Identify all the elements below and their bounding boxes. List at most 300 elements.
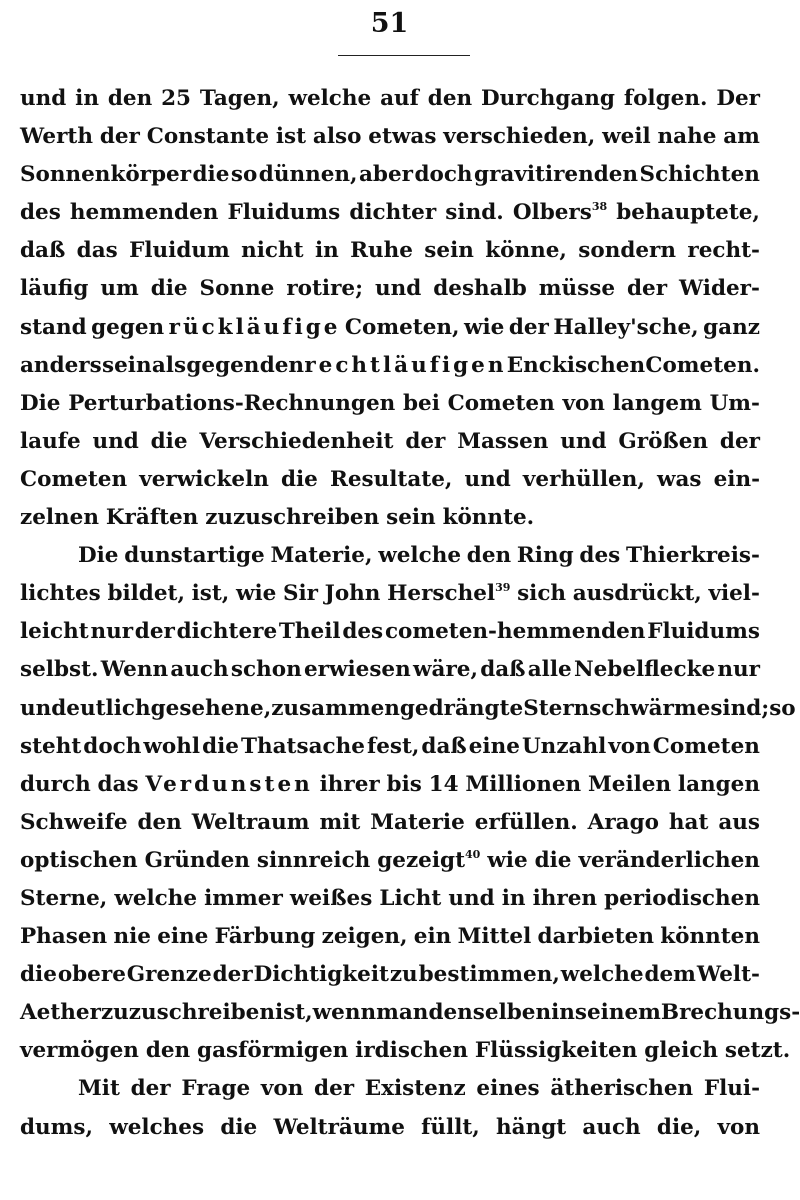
word	[465, 772, 581, 797]
word	[147, 124, 269, 149]
word	[710, 696, 769, 721]
word-text: wie	[235, 581, 277, 607]
word-text: von	[260, 1076, 304, 1102]
word	[624, 86, 708, 111]
word-text: bis	[386, 771, 422, 797]
word-text: ein-	[713, 466, 760, 492]
word	[710, 391, 760, 416]
word	[345, 315, 460, 340]
word-text: des	[20, 200, 61, 226]
word-text: und	[448, 885, 495, 911]
word	[523, 696, 710, 721]
word-text: und	[560, 428, 607, 454]
text-line	[20, 962, 760, 1000]
word-text: behauptete,	[616, 200, 760, 226]
word-text: gegen	[91, 314, 165, 340]
word	[640, 162, 760, 187]
word	[109, 1115, 204, 1140]
word	[658, 124, 717, 149]
word-text: die	[150, 276, 188, 302]
word	[588, 810, 659, 835]
word-text: eine	[468, 733, 520, 759]
word-text: Cometen	[20, 466, 128, 492]
word-text: nur	[717, 657, 760, 683]
word	[169, 315, 341, 340]
word-text: Theil	[278, 619, 341, 645]
text-line	[20, 124, 760, 162]
word	[718, 810, 760, 835]
word-text: Olbers	[512, 200, 592, 226]
word	[279, 619, 341, 644]
word-text: darbieten	[537, 924, 654, 950]
word-text: der	[508, 314, 549, 340]
word-text: Millionen	[465, 771, 582, 797]
word	[428, 1000, 551, 1025]
word-text: den	[137, 809, 182, 835]
word	[365, 1076, 466, 1101]
text-line	[20, 581, 760, 619]
word-text: Materie	[370, 809, 465, 835]
word	[259, 162, 358, 187]
word-text: Dichtigkeit	[253, 962, 389, 988]
word	[135, 619, 175, 644]
word	[20, 429, 81, 454]
word	[480, 657, 525, 682]
word	[127, 962, 212, 987]
word-text: Halley'sche,	[553, 314, 699, 340]
word	[627, 276, 667, 301]
word	[429, 772, 459, 797]
word	[349, 200, 436, 225]
word-text: setzt.	[724, 1038, 791, 1064]
word-text: Cometen,	[344, 314, 460, 340]
word	[509, 315, 549, 340]
word-text: erfüllen.	[474, 809, 578, 835]
word-text: füllt,	[421, 1114, 480, 1140]
word	[83, 734, 141, 759]
word	[319, 810, 360, 835]
word	[20, 886, 107, 911]
word	[720, 429, 760, 454]
word-text: sind.	[445, 200, 504, 226]
word	[618, 429, 708, 454]
word-text: ganz	[703, 314, 760, 340]
header-rule	[338, 55, 470, 56]
word	[20, 1000, 101, 1025]
text-line	[20, 810, 760, 848]
word-text: die	[534, 847, 572, 873]
word-text: vermögen	[20, 1038, 139, 1064]
word	[604, 886, 760, 911]
word	[200, 276, 275, 301]
footnote-reference: 38	[591, 200, 608, 214]
word	[378, 543, 461, 568]
text-line	[20, 86, 760, 124]
word	[192, 810, 310, 835]
word-text: rechtläufigen	[304, 352, 507, 378]
word	[350, 238, 413, 263]
word	[433, 276, 527, 301]
word	[20, 1115, 93, 1140]
word-text: verwickeln	[139, 466, 269, 492]
body-text	[20, 86, 800, 1153]
word-text: Massen	[457, 428, 549, 454]
word-text: optischen	[20, 847, 138, 873]
text-line	[20, 1000, 800, 1038]
word-text: weißes	[289, 885, 373, 911]
word-text: Aether	[20, 1000, 101, 1026]
word	[458, 924, 532, 949]
word-text: doch	[414, 162, 473, 188]
word-text: Cometen	[447, 390, 555, 416]
word-text: weil	[602, 124, 651, 150]
word-text: hemmenden	[69, 200, 219, 226]
word-text: zuzuschreiben	[100, 1000, 275, 1026]
word-text: gasförmigen	[197, 1038, 349, 1064]
word	[91, 315, 164, 340]
text-line	[20, 1076, 760, 1114]
word	[657, 467, 702, 492]
word-text: periodischen	[604, 885, 760, 911]
word	[485, 238, 567, 263]
word	[562, 391, 604, 416]
word-text: das	[97, 771, 139, 797]
text-line	[20, 315, 760, 353]
word	[58, 962, 126, 987]
word-text: Welträume	[273, 1114, 405, 1140]
word-text: Frage	[181, 1076, 251, 1102]
word	[476, 1076, 539, 1101]
word-text: der	[314, 1076, 355, 1102]
word	[522, 734, 606, 759]
word	[370, 810, 465, 835]
word	[523, 467, 645, 492]
word	[645, 353, 760, 378]
word	[359, 162, 413, 187]
word-text: Sterne,	[20, 885, 108, 911]
word-text: ein	[413, 924, 452, 950]
word	[313, 124, 362, 149]
word-text: Existenz	[364, 1076, 466, 1102]
word	[257, 848, 370, 873]
word	[20, 810, 128, 835]
word-text: viel-	[708, 581, 760, 607]
word	[20, 619, 89, 644]
word-text: schon	[230, 657, 302, 683]
word-text: Fluidums	[227, 200, 341, 226]
word-text: müsse	[538, 276, 616, 302]
word-text: bestimmen,	[418, 962, 560, 988]
word	[241, 238, 303, 263]
word-text: daß	[421, 733, 467, 759]
word-text: in	[314, 238, 339, 264]
word	[276, 124, 306, 149]
word	[20, 200, 61, 225]
word-text: aber	[359, 162, 413, 188]
word	[414, 924, 451, 949]
word	[588, 772, 671, 797]
word	[467, 543, 511, 568]
word	[192, 581, 230, 606]
word	[582, 1115, 640, 1140]
word-text: erwiesen	[303, 657, 411, 683]
text-line	[20, 619, 760, 657]
word-text: die	[220, 1114, 258, 1140]
word	[288, 86, 371, 111]
word-text: in	[501, 885, 526, 911]
word	[445, 200, 503, 225]
word	[108, 86, 152, 111]
word	[390, 962, 418, 987]
word-text: bei	[403, 390, 440, 416]
word-text: um	[100, 276, 139, 302]
word	[106, 505, 198, 530]
word-text: Wenn	[100, 657, 169, 683]
word	[75, 86, 99, 111]
word-text: Thatsache	[241, 733, 365, 759]
word-text: Färbung	[214, 924, 316, 950]
word	[129, 238, 230, 263]
word	[380, 86, 419, 111]
word	[181, 1076, 250, 1101]
word	[608, 734, 650, 759]
word	[375, 276, 421, 301]
text-line	[20, 924, 760, 962]
word	[113, 924, 150, 949]
word-text: Thierkreis-	[626, 543, 760, 569]
text-line	[20, 467, 760, 505]
word-text: hat	[668, 809, 709, 835]
word-text: steht	[20, 733, 82, 759]
word-text: Kräften	[105, 505, 199, 531]
word	[708, 581, 759, 606]
word	[220, 1115, 257, 1140]
word	[78, 543, 119, 568]
word-text: wie	[487, 847, 528, 873]
word	[137, 810, 181, 835]
footnote-reference: 40	[465, 847, 481, 861]
word	[20, 467, 127, 492]
word-text: wie	[464, 314, 505, 340]
word-text: gleich	[644, 1038, 718, 1064]
word	[653, 734, 760, 759]
word-text: der	[99, 124, 140, 150]
word-text: zelnen	[20, 505, 99, 531]
word	[152, 353, 186, 378]
word	[502, 886, 526, 911]
word-text: lichtes	[20, 581, 101, 607]
word-text: Größen	[618, 428, 709, 454]
word-text: die	[150, 428, 188, 454]
word	[405, 429, 445, 454]
word	[77, 238, 118, 263]
word	[204, 886, 283, 911]
word	[177, 619, 278, 644]
word-text: Werth	[20, 124, 93, 150]
word-text: Grenze	[126, 962, 212, 988]
word-text: Meilen	[587, 771, 672, 797]
word	[679, 276, 760, 301]
word-text: könnten	[660, 924, 760, 950]
word-text: könnte.	[442, 505, 535, 531]
word	[322, 924, 408, 949]
word	[20, 848, 138, 873]
word-text: als	[151, 352, 187, 378]
word-text: der	[627, 276, 668, 302]
word-text: verhüllen,	[522, 466, 645, 492]
word-text: dums,	[20, 1114, 94, 1140]
word-text: welche	[114, 885, 198, 911]
word	[20, 86, 66, 111]
text-line	[20, 657, 760, 695]
word-text: laufe	[20, 428, 81, 454]
word	[716, 86, 760, 111]
word	[424, 238, 474, 263]
word	[20, 962, 57, 987]
word	[613, 391, 702, 416]
word-text: gezeigt	[377, 847, 465, 873]
word-text: Phasen	[20, 924, 108, 950]
text-line	[20, 772, 760, 810]
word-text: sinnreich	[256, 847, 371, 873]
word-text: hängt	[496, 1114, 567, 1140]
word-text: sein	[386, 505, 436, 531]
word	[428, 86, 472, 111]
word-text: deshalb	[433, 276, 527, 302]
word	[124, 543, 264, 568]
word	[421, 734, 466, 759]
word-text: Fluidums	[647, 619, 760, 645]
word-text: wenn	[312, 1000, 377, 1026]
word	[270, 543, 372, 568]
word	[260, 353, 304, 378]
word	[660, 924, 760, 949]
word	[697, 962, 760, 987]
word	[98, 772, 139, 797]
word-text: gegen	[186, 352, 260, 378]
word	[325, 581, 381, 606]
word-text: und	[20, 86, 67, 111]
word	[20, 581, 101, 606]
word	[186, 353, 259, 378]
word-text: Perturbations-Rechnungen	[68, 390, 396, 416]
word-text: Arago	[587, 809, 659, 835]
word-text: Wider-	[679, 276, 760, 302]
word	[271, 696, 523, 721]
word-text: Herschel	[387, 581, 496, 607]
word	[68, 391, 395, 416]
word	[657, 1115, 701, 1140]
word-text: Gründen	[144, 847, 250, 873]
word-text: welche	[378, 543, 462, 569]
word-text: John	[324, 581, 381, 607]
word-text: gravitirenden	[474, 162, 639, 188]
word-text: immer	[204, 885, 283, 911]
word	[70, 200, 218, 225]
word-text: selbst.	[20, 657, 99, 683]
word-text: dünnen,	[258, 162, 358, 188]
word	[151, 276, 188, 301]
word	[107, 581, 185, 606]
word	[78, 1076, 120, 1101]
word	[145, 772, 312, 797]
word	[151, 696, 272, 721]
word-text: das	[76, 238, 118, 264]
word-text: obere	[57, 962, 126, 988]
word-text: ihren	[532, 885, 598, 911]
text-line	[20, 695, 796, 734]
word	[602, 124, 651, 149]
word-text: wohl	[143, 733, 201, 759]
word-text: nicht	[241, 238, 304, 264]
word-text: Verschiedenheit	[199, 428, 394, 454]
word	[304, 353, 506, 378]
word	[386, 505, 436, 530]
text-line	[20, 353, 760, 391]
word-text: Die	[78, 543, 119, 569]
word	[101, 657, 168, 682]
word	[313, 1000, 376, 1025]
word	[143, 734, 200, 759]
word-text: eines	[476, 1076, 540, 1102]
word	[20, 391, 61, 416]
word-text: den	[259, 352, 305, 378]
word-text: Sonnenkörper	[20, 162, 192, 188]
word-text: man	[376, 1000, 429, 1026]
word-text: stand	[20, 314, 87, 340]
word-text: Schichten	[639, 162, 760, 188]
word	[145, 848, 250, 873]
word-text: zeigen,	[321, 924, 408, 950]
word-text: ist	[275, 124, 307, 150]
word-text: den	[107, 86, 153, 111]
word	[367, 734, 419, 759]
word-with-footnote	[387, 581, 510, 606]
word	[170, 657, 228, 682]
word-text: der	[212, 962, 253, 988]
word-text: könne,	[485, 238, 567, 264]
word	[528, 657, 572, 682]
word-text: Verdunsten	[145, 771, 313, 797]
word	[553, 315, 698, 340]
word-text: denselben	[428, 1000, 552, 1026]
word-text: die,	[656, 1114, 702, 1140]
word-text: Welt-	[696, 962, 760, 988]
word	[717, 657, 760, 682]
word-text: am	[723, 124, 760, 150]
word-text: leicht	[20, 619, 89, 645]
word-text: auch	[582, 1114, 641, 1140]
word	[20, 315, 87, 340]
text-line	[20, 276, 760, 314]
word	[539, 276, 615, 301]
word-text: alle	[527, 657, 572, 683]
word	[579, 543, 620, 568]
word-text: des	[342, 619, 384, 645]
word-text: in	[75, 86, 99, 111]
word	[205, 505, 379, 530]
word-text: und	[374, 276, 422, 302]
word-text: eine	[157, 924, 209, 950]
word-text: in	[551, 1000, 575, 1026]
word-text: Resultate,	[329, 466, 453, 492]
word-text: daß	[20, 238, 66, 264]
word	[215, 924, 316, 949]
word	[283, 581, 318, 606]
word-text: Sir	[282, 581, 318, 607]
word	[368, 124, 436, 149]
word-text: auch	[170, 657, 229, 683]
